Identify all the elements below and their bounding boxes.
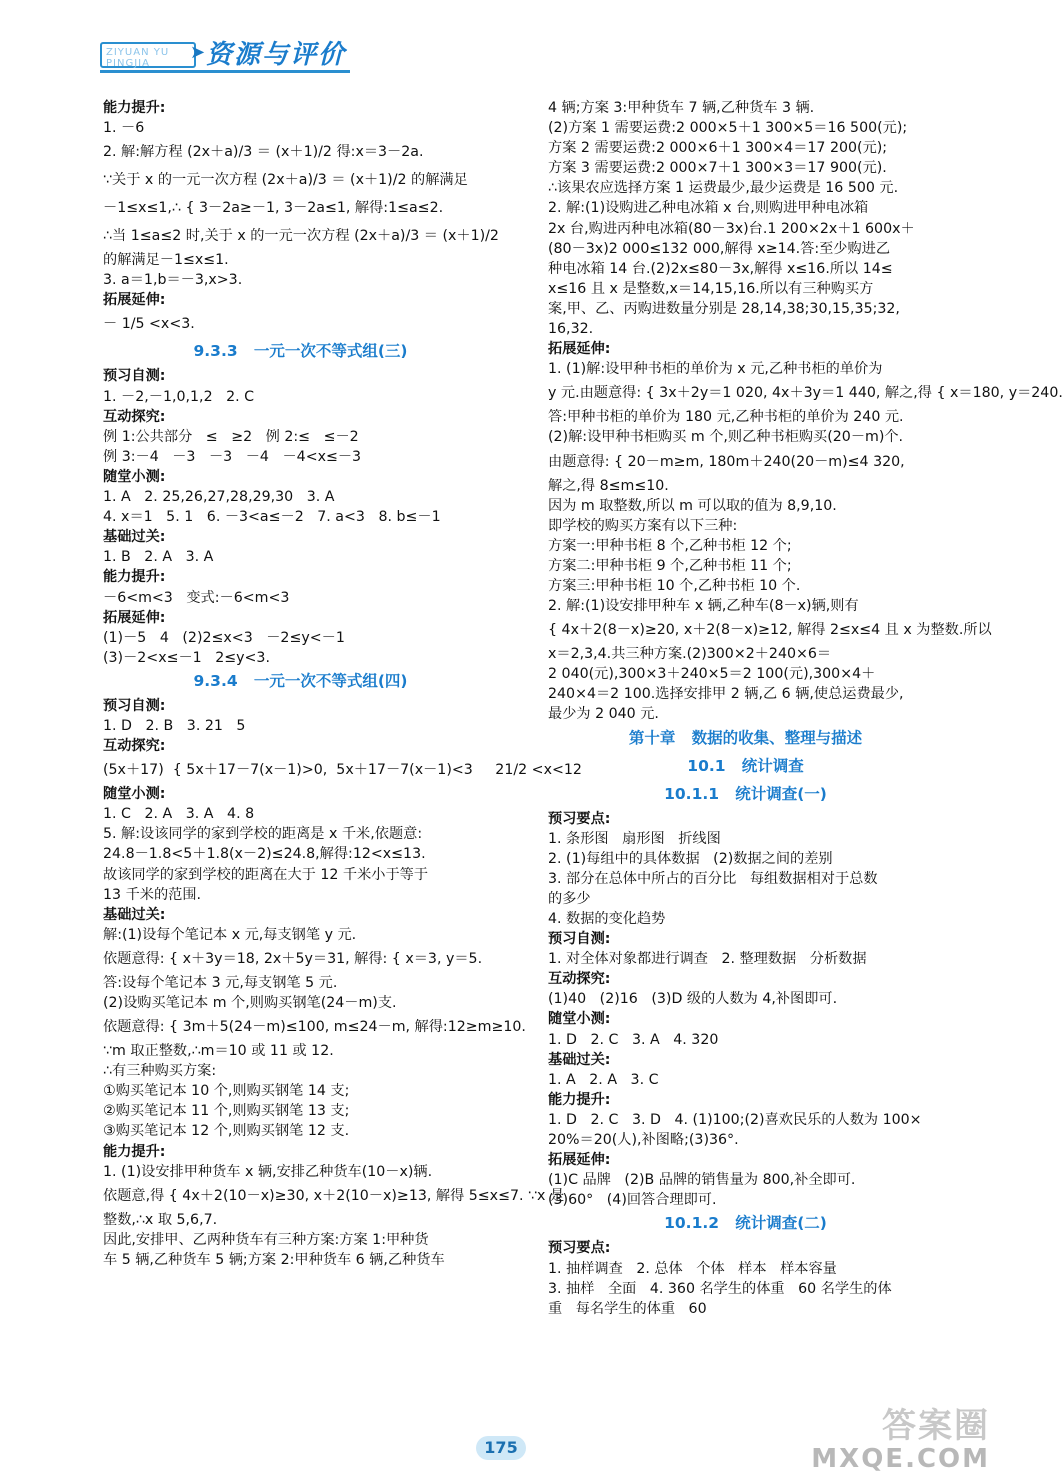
subsection-label: 预习自测: [103, 697, 166, 714]
answer-line: x≤16 且 x 是整数,x＝14,15,16.所以有三种购买方 [548, 280, 874, 297]
subsection-label: 拓展延伸: [548, 341, 611, 358]
answer-line: 2. (1)每组中的具体数据 (2)数据之间的差别 [548, 850, 833, 867]
answer-line: 4. 数据的变化趋势 [548, 911, 666, 927]
answer-line: 1. A 2. 25,26,27,28,29,30 3. A [103, 489, 335, 506]
answer-line: 1. 条形图 扇形图 折线图 [548, 830, 721, 847]
subsection-label: 随堂小测: [103, 468, 166, 485]
answer-line: (1)C 品牌 (2)B 品牌的销售量为 800,补全即可. [548, 1172, 856, 1189]
answer-line: 1. D 2. C 3. D 4. (1)100;(2)喜欢民乐的人数为 100× [548, 1111, 922, 1128]
answer-line: 方案 2 需要运费:2 000×6＋1 300×4＝17 200(元); [548, 140, 888, 157]
answer-line: 2x 台,购进丙种电冰箱(80－3x)台.1 200×2x＋1 600x＋ [548, 220, 915, 237]
answer-line: 种电冰箱 14 台.(2)2x≤80－3x,解得 x≤16.所以 14≤ [548, 260, 893, 277]
answer-line: 1. B 2. A 3. A [103, 549, 214, 566]
answer-line: 由题意得: { 20－m≥m, 180m＋240(20－m)≤4 320, [548, 453, 905, 470]
answer-line: 的多少 [548, 890, 591, 907]
subsection-label: 基础过关: [103, 906, 166, 923]
answer-line: ①购买笔记本 10 个,则购买钢笔 14 支; [103, 1083, 350, 1100]
answer-line: 依题意,得 { 4x＋2(10－x)≥30, x＋2(10－x)≥13, 解得 5≤x≤7. ∵x 是 [103, 1187, 565, 1204]
subsection-label: 随堂小测: [103, 786, 166, 803]
answer-line: 车 5 辆,乙种货车 5 辆;方案 2:甲种货车 6 辆,乙种货车 [103, 1251, 445, 1268]
subsection-label: 预习自测: [548, 931, 611, 948]
answer-line: 方案三:甲种书柜 10 个,乙种书柜 10 个. [548, 577, 801, 594]
answer-line: 3. 部分在总体中所占的百分比 每组数据相对于总数 [548, 870, 878, 887]
answer-line: 方案一:甲种书柜 8 个,乙种书柜 12 个; [548, 537, 792, 554]
subsection-label: 预习自测: [103, 368, 166, 385]
answer-line: 因此,安排甲、乙两种货车有三种方案:方案 1:甲种货 [103, 1231, 429, 1248]
answer-line: 1. (1)设安排甲种货车 x 辆,安排乙种货车(10－x)辆. [103, 1163, 433, 1180]
subsection-label: 互动探究: [548, 971, 611, 988]
answer-line: 1. C 2. A 3. A 4. 8 [103, 806, 255, 823]
subsection-label: 互动探究: [103, 408, 166, 425]
answer-line: (5x＋17) { 5x＋17－7(x－1)>0, 5x＋17－7(x－1)<3 21/2 <x<12 [103, 762, 582, 779]
answer-line: 24.8－1.8<5＋1.8(x－2)≤24.8,解得:12<x≤13. [103, 846, 426, 863]
answer-line: { 4x＋2(8－x)≥20, x＋2(8－x)≥12, 解得 2≤x≤4 且 x 为整数.所以 [548, 622, 992, 639]
answer-line: 解:(1)设每个笔记本 x 元,每支钢笔 y 元. [103, 926, 357, 943]
answer-line: ③购买笔记本 12 个,则购买钢笔 12 支. [103, 1123, 350, 1140]
watermark-logo-text: 答案圈 [882, 1406, 990, 1446]
answer-line: 1. 抽样调查 2. 总体 个体 样本 样本容量 [548, 1260, 837, 1277]
subsection-label: 随堂小测: [548, 1011, 611, 1028]
section-heading: 10.1 统计调查 [687, 756, 804, 775]
answer-line: ∵m 取正整数,∴m＝10 或 11 或 12. [103, 1043, 334, 1060]
answer-line: 1. D 2. C 3. A 4. 320 [548, 1031, 719, 1048]
answer-line: 依题意得: { 3m＋5(24－m)≤100, m≤24－m, 解得:12≥m≥10. [103, 1019, 526, 1036]
answer-line: 方案二:甲种书柜 9 个,乙种书柜 11 个; [548, 557, 792, 574]
answer-line: 答:设每个笔记本 3 元,每支钢笔 5 元. [103, 974, 338, 991]
answer-line: 1. A 2. A 3. C [548, 1071, 659, 1088]
answer-line: 例 3:－4 －3 －3 －4 －4<x≤－3 [103, 448, 362, 465]
answer-line: －1≤x≤1,∴ { 3－2a≥－1, 3－2a≤1, 解得:1≤a≤2. [103, 200, 444, 217]
subsection-label: 预习要点: [548, 1240, 611, 1257]
answer-line: (2)设购买笔记本 m 个,则购买钢笔(24－m)支. [103, 995, 397, 1011]
answer-line: 1. (1)解:设甲种书柜的单价为 x 元,乙种书柜的单价为 [548, 361, 883, 378]
answer-line: (3)60° (4)回答合理即可. [548, 1192, 717, 1209]
subsection-label: 拓展延伸: [103, 609, 166, 626]
answer-line: 依题意得: { x＋3y＝18, 2x＋5y＝31, 解得: { x＝3, y＝5. [103, 950, 483, 967]
subsection-label: 互动探究: [103, 738, 166, 755]
subsection-label: 拓展延伸: [548, 1152, 611, 1169]
section-heading: 9.3.4 一元一次不等式组(四) [193, 671, 408, 690]
answer-line: 最少为 2 040 元. [548, 706, 659, 723]
subsection-label: 能力提升: [548, 1091, 611, 1108]
answer-line: 案,甲、乙、丙购进数量分别是 28,14,38;30,15,35;32, [548, 300, 900, 317]
header-rule [100, 70, 350, 73]
answer-line: (3)－2<x≤－1 2≤y<3. [103, 649, 270, 666]
subsection-label: 能力提升: [103, 569, 166, 586]
page-number-badge [476, 1432, 528, 1462]
watermark-url: MXQE.COM [811, 1444, 990, 1474]
answer-line: 3. a＝1,b＝－3,x>3. [103, 272, 243, 289]
header-logo [100, 32, 360, 78]
answer-line: 4. x＝1 5. 1 6. －3<a≤－2 7. a<3 8. b≤－1 [103, 509, 441, 526]
answer-line: 重 每名学生的体重 60 [548, 1300, 707, 1317]
answer-line: (2)方案 1 需要运费:2 000×5＋1 300×5＝16 500(元); [548, 120, 908, 137]
answer-line: 因为 m 取整数,所以 m 可以取的值为 8,9,10. [548, 497, 837, 514]
answer-line: － 1/5 <x<3. [103, 316, 195, 333]
answer-line: ∴有三种购买方案: [103, 1063, 217, 1080]
section-heading: 第十章 数据的收集、整理与描述 [628, 728, 863, 747]
answer-line: 4 辆;方案 3:甲种货车 7 辆,乙种货车 3 辆. [548, 100, 815, 116]
page-number: 175 [484, 1438, 518, 1457]
section-heading: 10.1.2 统计调查(二) [664, 1214, 827, 1233]
answer-line: －6<m<3 变式:－6<m<3 [103, 589, 290, 606]
subsection-label: 拓展延伸: [103, 292, 166, 309]
answer-line: x＝2,3,4.共三种方案.(2)300×2＋240×6＝ [548, 646, 832, 663]
answer-line: y 元.由题意得: { 3x＋2y＝1 020, 4x＋3y＝1 440, 解之,得 { x＝180, y＝240. [548, 385, 1063, 402]
answer-line: 1. －2,－1,0,1,2 2. C [103, 388, 255, 405]
answer-line: 3. 抽样 全面 4. 360 名学生的体重 60 名学生的体 [548, 1280, 892, 1297]
answer-line: 2. 解:解方程 (2x＋a)/3 ＝ (x＋1)/2 得:x＝3－2a. [103, 144, 424, 161]
section-heading: 10.1.1 统计调查(一) [664, 784, 827, 803]
answer-line: 答:甲种书柜的单价为 180 元,乙种书柜的单价为 240 元. [548, 409, 904, 426]
answer-line: (1)40 (2)16 (3)D 级的人数为 4,补图即可. [548, 991, 838, 1008]
answer-line: (80－3x)2 000≤132 000,解得 x≥14.答:至少购进乙 [548, 240, 891, 257]
answer-line: ∵关于 x 的一元一次方程 (2x＋a)/3 ＝ (x＋1)/2 的解满足 [103, 172, 468, 189]
answer-line: 故该同学的家到学校的距离在大于 12 千米小于等于 [103, 866, 429, 883]
watermark [808, 1398, 998, 1482]
header-small-text: ZIYUAN YU PINGJIA [106, 47, 170, 69]
subsection-label: 基础过关: [548, 1051, 611, 1068]
answer-line: 例 1:公共部分 ≤ ≥2 例 2:≤ ≤－2 [103, 428, 359, 445]
right-column [548, 98, 1063, 1319]
answer-line: ∴该果农应选择方案 1 运费最少,最少运费是 16 500 元. [548, 180, 899, 197]
answer-line: 即学校的购买方案有以下三种: [548, 517, 738, 534]
header-title: 资源与评价 [206, 40, 347, 70]
answer-line: 解之,得 8≤m≤10. [548, 477, 669, 494]
section-heading: 9.3.3 一元一次不等式组(三) [193, 342, 408, 361]
answer-line: (1)－5 4 (2)2≤x<3 －2≤y<－1 [103, 629, 345, 646]
answer-line: 20%＝20(人),补图略;(3)36°. [548, 1132, 739, 1149]
answer-line: 1. －6 [103, 120, 145, 137]
subsection-label: 能力提升: [103, 100, 166, 116]
arrow-icon: ➤ [190, 42, 206, 63]
answer-line: 240×4＝2 100.选择安排甲 2 辆,乙 6 辆,使总运费最少, [548, 686, 904, 703]
answer-line: 16,32. [548, 321, 594, 338]
subsection-label: 基础过关: [103, 529, 166, 546]
subsection-label: 预习要点: [548, 810, 611, 827]
answer-line: 2 040(元),300×3＋240×5＝2 100(元),300×4＋ [548, 666, 876, 683]
answer-line: 2. 解:(1)设购进乙种电冰箱 x 台,则购进甲种电冰箱 [548, 200, 869, 217]
answer-line: 方案 3 需要运费:2 000×7＋1 300×3＝17 900(元). [548, 160, 887, 177]
answer-line: 2. 解:(1)设安排甲种车 x 辆,乙种车(8－x)辆,则有 [548, 598, 859, 615]
answer-line: ②购买笔记本 11 个,则购买钢笔 13 支; [103, 1103, 350, 1120]
subsection-label: 能力提升: [103, 1143, 166, 1160]
answer-line: 的解满足－1≤x≤1. [103, 252, 229, 269]
answer-line: 5. 解:设该同学的家到学校的距离是 x 千米,依题意: [103, 826, 423, 843]
answer-line: 整数,∴x 取 5,6,7. [103, 1211, 218, 1228]
answer-line: (2)解:设甲种书柜购买 m 个,则乙种书柜购买(20－m)个. [548, 429, 904, 446]
answer-line: 1. D 2. B 3. 21 5 [103, 717, 246, 734]
answer-line: ∴当 1≤a≤2 时,关于 x 的一元一次方程 (2x＋a)/3 ＝ (x＋1)/2 [103, 228, 499, 245]
answer-line: 13 千米的范围. [103, 886, 202, 903]
header-bar [100, 42, 196, 68]
answer-line: 1. 对全体对象都进行调查 2. 整理数据 分析数据 [548, 951, 867, 968]
